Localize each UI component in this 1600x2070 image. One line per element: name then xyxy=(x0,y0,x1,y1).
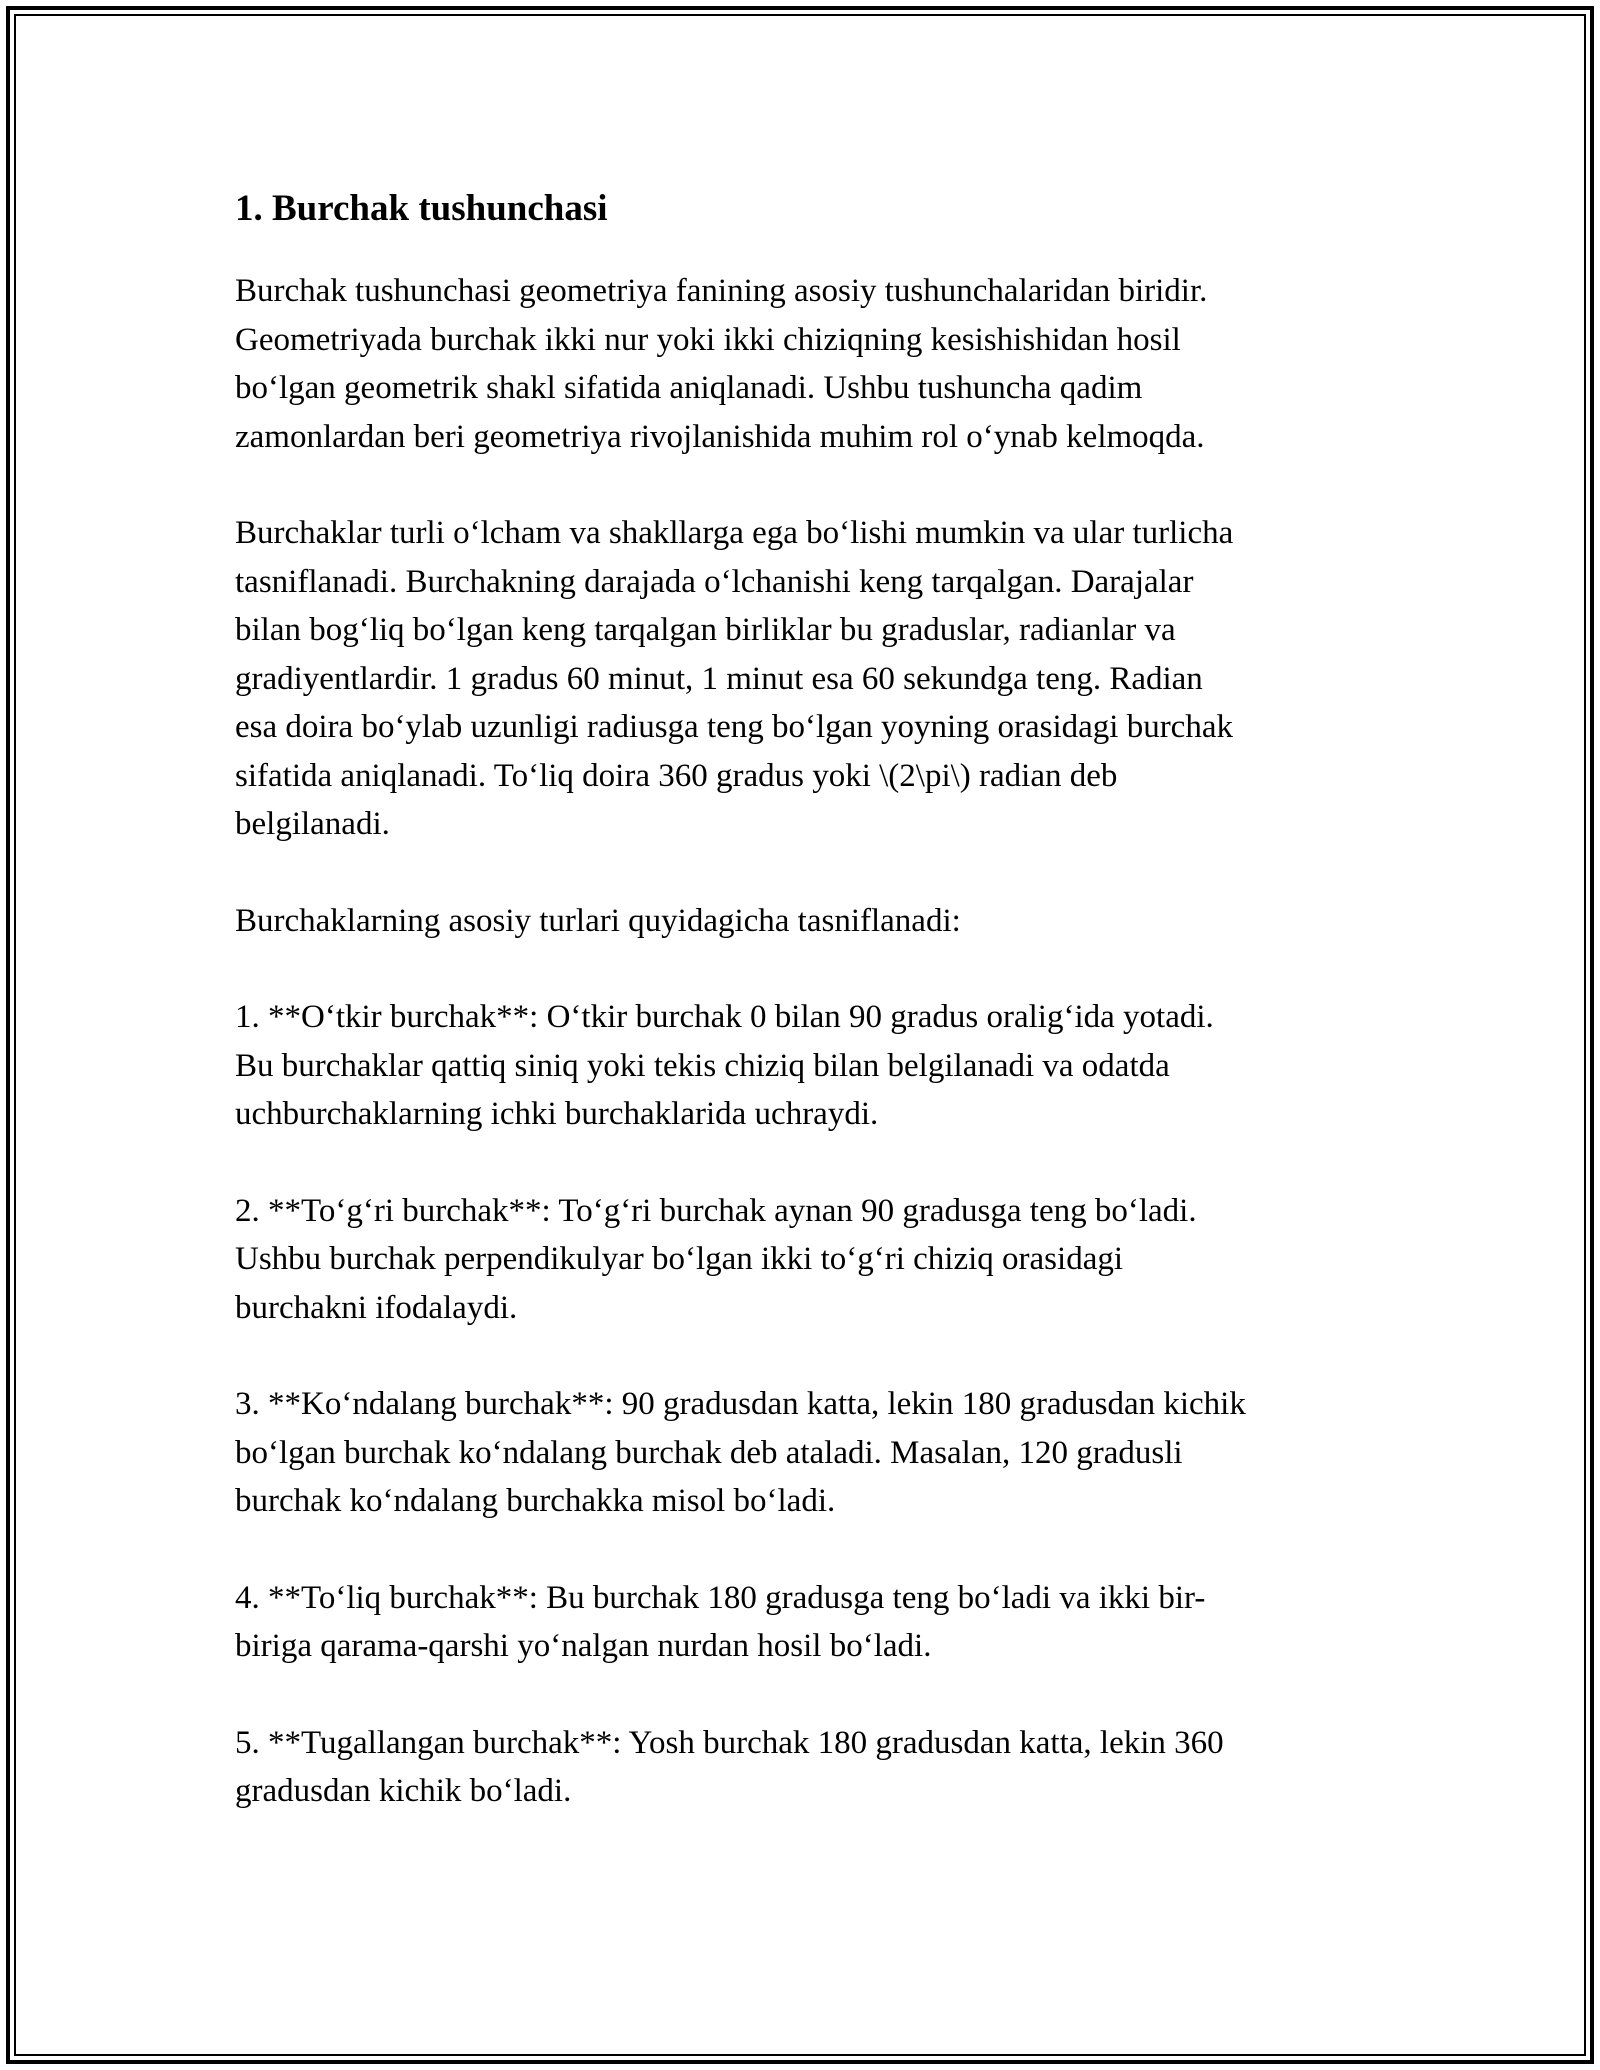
list-item-straight-angle: 4. **To‘liq burchak**: Bu burchak 180 gradusga teng bo‘ladi va ikki bir- biriga qarama-qarshi yo‘nalgan nurdan hosil bo‘ladi. xyxy=(235,1579,1206,1664)
list-item-right-angle: 2. **To‘g‘ri burchak**: To‘g‘ri burchak aynan 90 gradusga teng bo‘ladi. Ushbu burchak perpendikulyar bo‘lgan ikki to‘g‘ri chiziq orasidagi burchakni ifodalaydi. xyxy=(235,1192,1197,1326)
document-body xyxy=(235,185,1385,1816)
list-item-reflex-angle: 5. **Tugallangan burchak**: Yosh burchak 180 gradusdan katta, lekin 360 gradusdan kichik bo‘ladi. xyxy=(235,1724,1224,1809)
list-item-obtuse-angle: 3. **Ko‘ndalang burchak**: 90 gradusdan katta, lekin 180 gradusdan kichik bo‘lgan burchak ko‘ndalang burchak deb ataladi. Masalan, 120 gradusli burchak ko‘ndalang burchakka misol bo‘ladi. xyxy=(235,1386,1246,1519)
paragraph-units: Burchaklar turli o‘lcham va shakllarga ega bo‘lishi mumkin va ular turlicha tasniflanadi. Burchakning darajada o‘lchanishi keng tarqalgan. Darajalar bilan bog‘liq bo‘lgan keng tarqalgan birliklar bu graduslar, radianlar va gradiyentlardir. 1 gradus 60 minut, 1 minut esa 60 sekundga teng. Radian esa doira bo‘ylab uzunligi radiusga teng bo‘lgan yoyning orasidagi burchak sifatida aniqlanadi. To‘liq doira 360 gradus yoki \(2\pi\) radian deb belgilanadi. xyxy=(235,515,1234,842)
paragraph-types-intro: Burchaklarning asosiy turlari quyidagicha tasniflanadi: xyxy=(235,902,961,939)
section-heading: 1. Burchak tushunchasi xyxy=(235,188,608,229)
paragraph-intro: Burchak tushunchasi geometriya fanining asosiy tushunchalaridan biridir. Geometriyada burchak ikki nur yoki ikki chiziqning kesishishidan hosil bo‘lgan geometrik shakl sifatida aniqlanadi. Ushbu tushuncha qadim zamonlardan beri geometriya rivojlanishida muhim rol o‘ynab kelmoqda. xyxy=(235,273,1208,455)
list-item-acute-angle: 1. **O‘tkir burchak**: O‘tkir burchak 0 bilan 90 gradus oralig‘ida yotadi. Bu burchaklar qattiq siniq yoki tekis chiziq bilan belgilanadi va odatda uchburchaklarning ichki burchaklarida uchraydi. xyxy=(235,999,1214,1132)
